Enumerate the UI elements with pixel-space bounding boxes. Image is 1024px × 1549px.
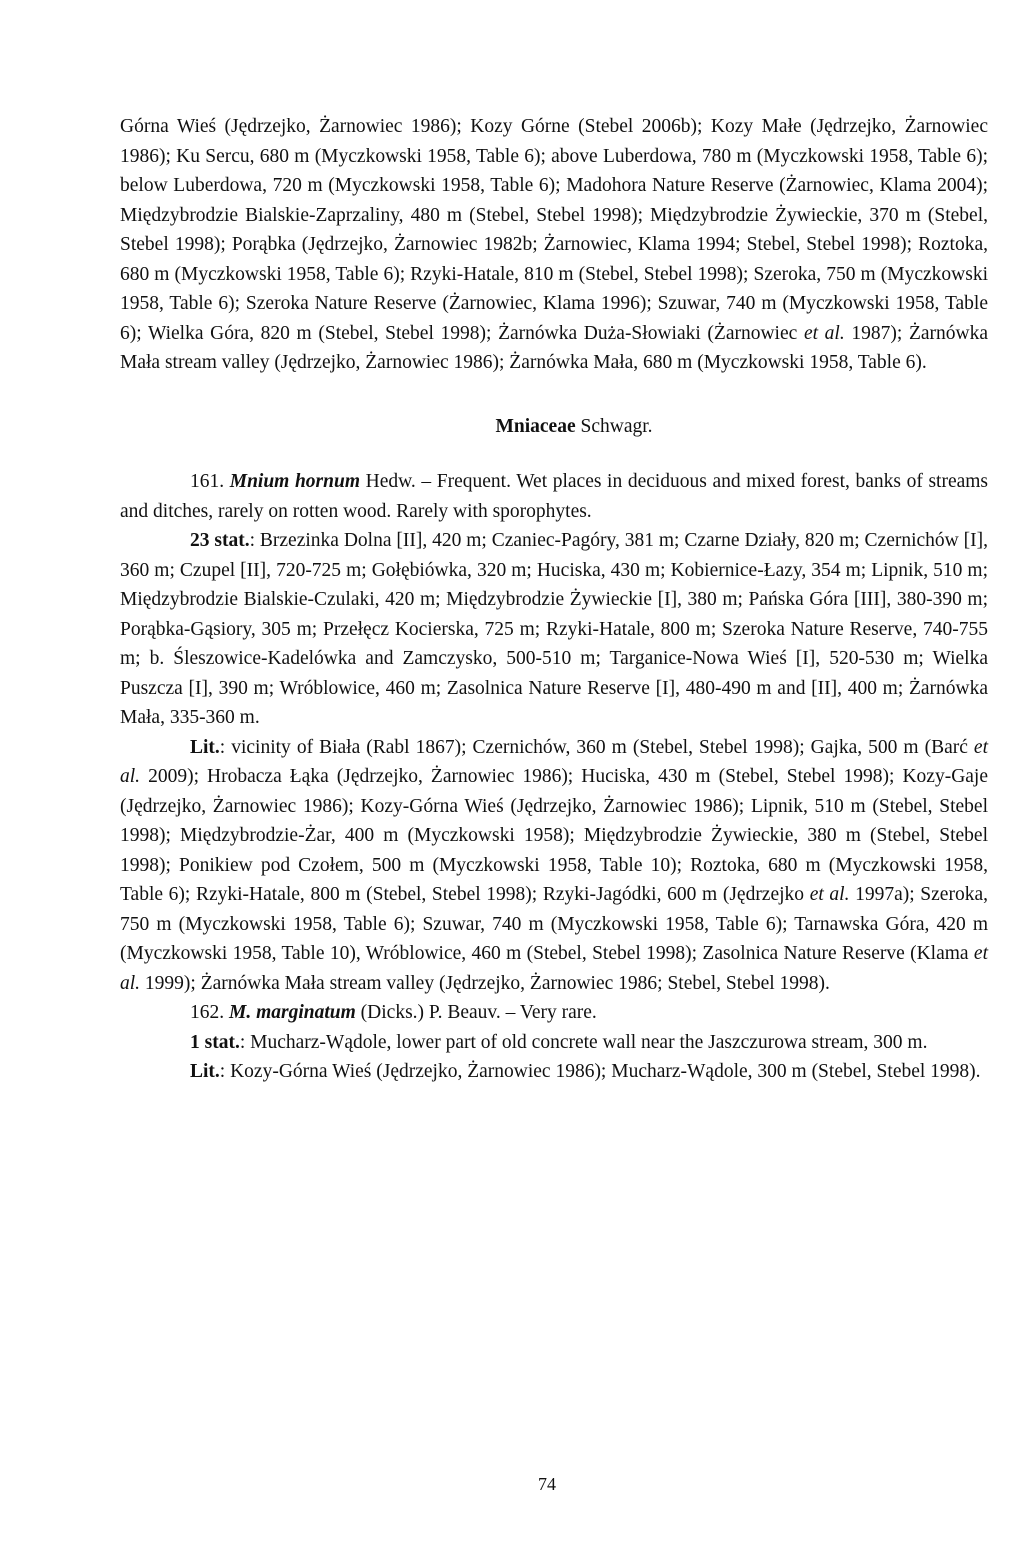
et-al: et al.: [120, 736, 988, 787]
lit-text: 1999); Żarnówka Mała stream valley (Jędrzejko, Żarnowiec 1986; Stebel, Stebel 1998).: [140, 972, 830, 994]
stat-label: 1 stat.: [190, 1031, 240, 1053]
species-161-stations: [120, 526, 988, 733]
stat-label: 23 stat.: [190, 530, 250, 551]
et-al: et al.: [120, 943, 988, 994]
lit-text: 2009); Hrobacza Łąka (Jędrzejko, Żarnowiec 1986); Huciska, 430 m (Stebel, Stebel 1998); Kozy-Gaje (Jędrzejko, Żarnowiec 1986); Kozy-Górna Wieś (Jędrzejko, Żarnowiec 1986); Lipnik, 510 m (Stebel, Stebel 1998); Międzybrodzie-Żar, 400 m (Myczkowski 1958); Międzybrodzie Żywieckie, 380 m (Stebel, Stebel 1998); Ponikiew pod Czołem, 500 m (Myczkowski 1958, Table 10); Roztoka, 680 m (Myczkowski 1958, Table 6); Rzyki-Hatale, 800 m (Stebel, Stebel 1998); Rzyki-Jagódki, 600 m (Jędrzejko: [120, 766, 988, 905]
species-description: – Frequent. Wet places in deciduous and mixed forest, banks of streams and ditches, rarely on rotten wood. Rarely with sporophytes.: [120, 471, 989, 522]
family-author: Schwagr.: [575, 415, 653, 437]
lit-text: : Kozy-Górna Wieś (Jędrzejko, Żarnowiec 1986); Mucharz-Wądole, 300 m (Stebel, Stebel 1998).: [219, 1061, 981, 1082]
page-number: 74: [538, 1474, 556, 1494]
continuation-text-end: 1987); Żarnówka Mała stream valley (Jędrzejko, Żarnowiec 1986); Żarnówka Mała, 680 m (Myczkowski 1958, Table 6).: [120, 322, 989, 373]
stat-text: : Brzezinka Dolna [II], 420 m; Czaniec-Pagóry, 381 m; Czarne Działy, 820 m; Czernichów [I], 360 m; Czupel [II], 720-725 m; Gołębiówka, 320 m; Huciska, 430 m; Kobiernice-Łazy, 354 m; Lipnik, 510 m; Międzybrodzie Bialskie-Czulaki, 420 m; Międzybrodzie Żywieckie [I], 380 m; Pańska Góra [III], 380-390 m; Porąbka-Gąsiory, 305 m; Przełęcz Kocierska, 725 m; Rzyki-Hatale, 800 m; Szeroka Nature Reserve, 740-755 m; b. Śleszowice-Kadelówka and Zamczysko, 500-510 m; Targanice-Nowa Wieś [I], 520-530 m; Wielka Puszcza [I], 390 m; Wróblowice, 460 m; Zasolnica Nature Reserve [I], 480-490 m and [II], 400 m; Żarnówka Mała, 335-360 m.: [120, 530, 988, 728]
lit-text: 1997a); Szeroka, 750 m (Myczkowski 1958, Table 6); Szuwar, 740 m (Myczkowski 1958, Table 6); Tarnawska Góra, 420 m (Myczkowski 1958, Table 10), Wróblowice, 460 m (Stebel, Stebel 1998); Zasolnica Nature Reserve (Klama: [120, 884, 988, 964]
species-162-literature: [120, 1057, 988, 1087]
species-162-entry: [120, 998, 988, 1028]
lit-text: : vicinity of Biała (Rabl 1867); Czernichów, 360 m (Stebel, Stebel 1998); Gajka, 500 m (Barć: [219, 736, 974, 758]
species-name: M. marginatum: [229, 1002, 356, 1023]
family-heading: [120, 412, 988, 442]
family-name: Mniaceae: [495, 415, 576, 437]
page-body: [120, 112, 988, 1087]
species-name: Mnium hornum: [229, 471, 360, 492]
et-al: et al.: [809, 884, 850, 905]
continuation-text: Górna Wieś (Jędrzejko, Żarnowiec 1986); Kozy Górne (Stebel 2006b); Kozy Małe (Jędrzejko, Żarnowiec 1986); Ku Sercu, 680 m (Myczkowski 1958, Table 6); above Luberdowa, 780 m (Myczkowski 1958, Table 6); below Luberdowa, 720 m (Myczkowski 1958, Table 6); Madohora Nature Reserve (Żarnowiec, Klama 2004); Międzybrodzie Bialskie-Zaprzaliny, 480 m (Stebel, Stebel 1998); Międzybrodzie Żywieckie, 370 m (Stebel, Stebel 1998); Porąbka (Jędrzejko, Żarnowiec 1982b; Żarnowiec, Klama 1994; Stebel, Stebel 1998); Roztoka, 680 m (Myczkowski 1958, Table 6); Rzyki-Hatale, 810 m (Stebel, Stebel 1998); Szeroka, 750 m (Myczkowski 1958, Table 6); Szeroka Nature Reserve (Żarnowiec, Klama 1996); Szuwar, 740 m (Myczkowski 1958, Table 6); Wielka Góra, 820 m (Stebel, Stebel 1998); Żarnówka Duża-Słowiaki (Żarnowiec: [120, 116, 988, 344]
species-162-stations: [120, 1028, 988, 1058]
species-161-entry: [120, 467, 988, 526]
lit-label: Lit.: [190, 1061, 220, 1082]
species-161-literature: [120, 733, 988, 999]
species-number: 161.: [190, 471, 230, 492]
species-number: 162.: [190, 1002, 229, 1023]
species-author: Hedw.: [360, 471, 416, 492]
et-al: et al.: [803, 322, 845, 344]
stat-text: : Mucharz-Wądole, lower part of old concrete wall near the Jaszczurowa stream, 300 m.: [239, 1031, 928, 1053]
lit-label: Lit.: [190, 736, 220, 758]
species-author: (Dicks.) P. Beauv.: [355, 1002, 501, 1023]
species-description: – Very rare.: [500, 1002, 597, 1023]
continuation-paragraph: [120, 112, 988, 378]
